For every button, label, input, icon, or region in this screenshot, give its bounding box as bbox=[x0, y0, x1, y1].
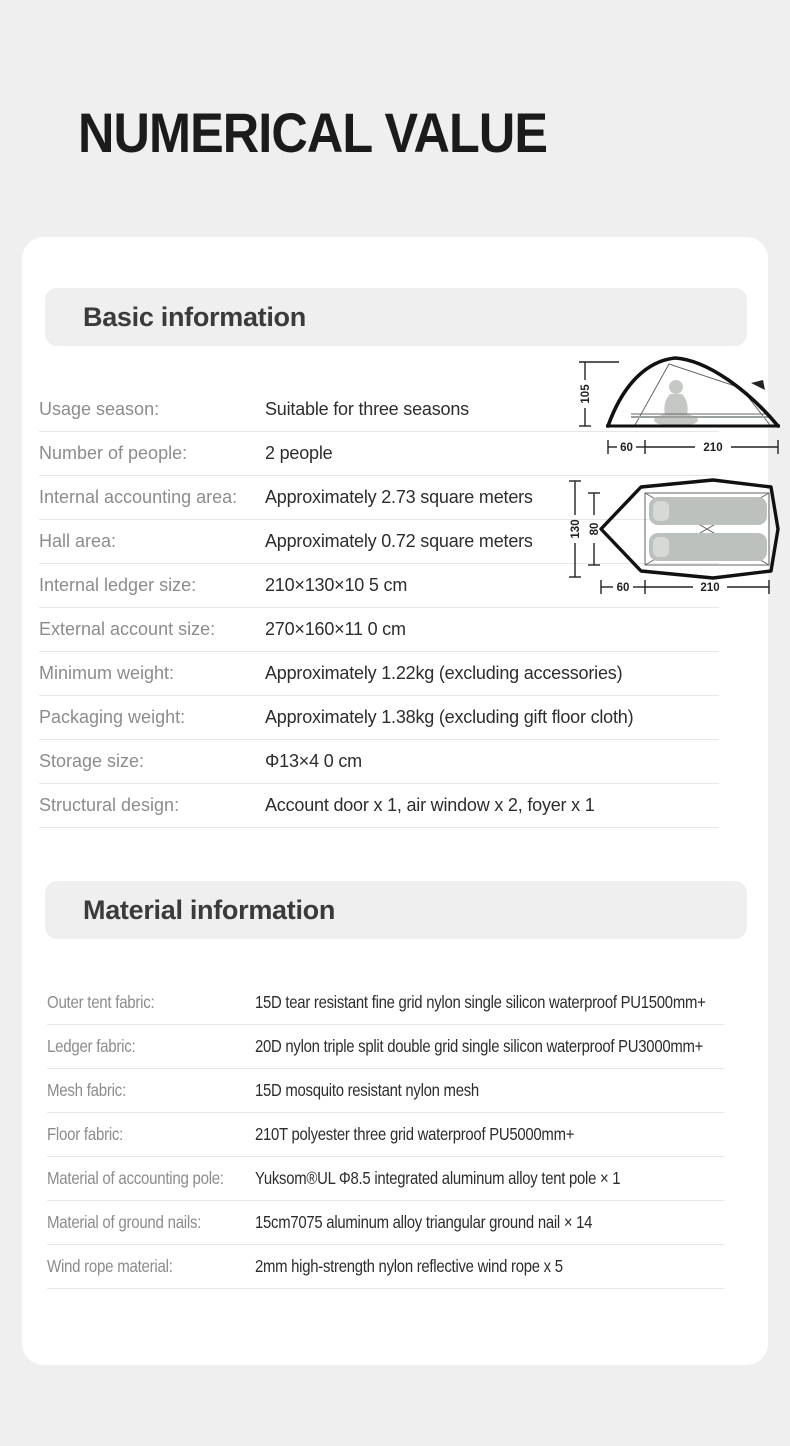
dim-body-width-label: 210 bbox=[703, 442, 723, 454]
spec-value: 210×130×10 5 cm bbox=[265, 575, 408, 595]
table-row bbox=[39, 608, 719, 652]
spec-label: External account size: bbox=[39, 619, 216, 639]
spec-label: Number of people: bbox=[39, 443, 188, 463]
dim-front-width-label: 60 bbox=[620, 442, 633, 454]
page-title: NUMERICAL VALUE bbox=[78, 101, 548, 164]
spec-label: Material of accounting pole: bbox=[47, 1168, 224, 1188]
spec-value: Suitable for three seasons bbox=[265, 399, 469, 419]
table-row bbox=[39, 696, 719, 740]
spec-label: Wind rope material: bbox=[47, 1256, 173, 1276]
person-silhouette-icon bbox=[654, 380, 698, 427]
basic-info-section-bar bbox=[45, 288, 747, 346]
spec-label: Usage season: bbox=[39, 399, 160, 419]
spec-label: Floor fabric: bbox=[47, 1124, 124, 1144]
spec-label: Internal ledger size: bbox=[39, 575, 197, 595]
spec-value: 2 people bbox=[265, 443, 333, 463]
tent-top-view-diagram bbox=[565, 473, 790, 599]
basic-info-heading: Basic information bbox=[83, 301, 306, 332]
table-row bbox=[47, 1201, 724, 1245]
spec-value: Approximately 1.22kg (excluding accessories) bbox=[265, 663, 623, 683]
material-info-section-bar bbox=[45, 881, 747, 939]
table-row bbox=[47, 1157, 724, 1201]
spec-value: Φ13×4 0 cm bbox=[265, 751, 362, 771]
table-row bbox=[39, 740, 719, 784]
spec-value: Approximately 2.73 square meters bbox=[265, 487, 533, 507]
spec-label: Ledger fabric: bbox=[47, 1036, 136, 1056]
table-row bbox=[47, 1025, 724, 1069]
dim-front-depth-label: 60 bbox=[616, 582, 630, 594]
spec-value: 210T polyester three grid waterproof PU5000mm+ bbox=[255, 1124, 575, 1144]
spec-value: Account door x 1, air window x 2, foyer x 1 bbox=[265, 795, 595, 815]
dim-body-depth-label: 210 bbox=[700, 582, 720, 594]
table-row bbox=[39, 652, 719, 696]
table-row bbox=[39, 784, 719, 828]
spec-value: 15D mosquito resistant nylon mesh bbox=[255, 1080, 479, 1100]
table-row bbox=[47, 1069, 724, 1113]
table-row bbox=[47, 1245, 724, 1289]
spec-value: Yuksom®UL Φ8.5 integrated aluminum alloy tent pole × 1 bbox=[255, 1168, 621, 1188]
spec-value: Approximately 1.38kg (excluding gift floor cloth) bbox=[265, 707, 634, 727]
spec-label: Packaging weight: bbox=[39, 707, 186, 727]
spec-label: Mesh fabric: bbox=[47, 1080, 126, 1100]
spec-value: 2mm high-strength nylon reflective wind rope x 5 bbox=[255, 1256, 563, 1276]
spec-label: Hall area: bbox=[39, 531, 117, 551]
material-info-heading: Material information bbox=[83, 894, 336, 925]
spec-value: 270×160×11 0 cm bbox=[265, 619, 406, 639]
material-info-table bbox=[47, 981, 724, 1289]
table-row bbox=[47, 1113, 724, 1157]
spec-value: 15cm7075 aluminum alloy triangular ground nail × 14 bbox=[255, 1212, 593, 1232]
spec-value: 20D nylon triple split double grid single silicon waterproof PU3000mm+ bbox=[255, 1036, 704, 1056]
table-row bbox=[47, 981, 724, 1025]
spec-label: Minimum weight: bbox=[39, 663, 175, 683]
dim-height-label: 105 bbox=[580, 384, 592, 404]
spec-label: Outer tent fabric: bbox=[47, 992, 155, 1012]
spec-value: 15D tear resistant fine grid nylon single silicon waterproof PU1500mm+ bbox=[255, 992, 706, 1012]
tent-side-view-diagram bbox=[573, 350, 790, 462]
spec-label: Storage size: bbox=[39, 751, 145, 771]
spec-card bbox=[22, 237, 768, 1365]
spec-label: Structural design: bbox=[39, 795, 180, 815]
spec-value: Approximately 0.72 square meters bbox=[265, 531, 533, 551]
spec-label: Internal accounting area: bbox=[39, 487, 238, 507]
spec-label: Material of ground nails: bbox=[47, 1212, 202, 1232]
dim-inner-width-label: 80 bbox=[589, 522, 601, 536]
dim-outer-width-label: 130 bbox=[570, 519, 582, 539]
tent-flap bbox=[751, 380, 765, 390]
